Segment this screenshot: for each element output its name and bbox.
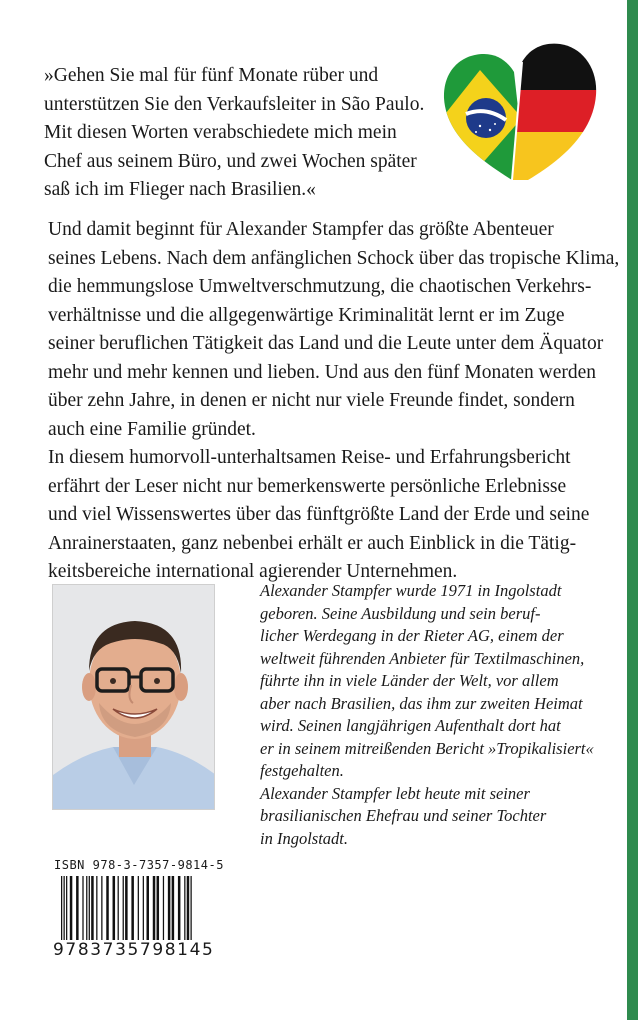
description-line: mehr und mehr kennen und lieben. Und aus den fünf Monaten werden <box>48 361 597 383</box>
barcode-bar <box>118 876 119 940</box>
barcode-bar <box>184 876 185 940</box>
barcode-bar <box>153 876 156 940</box>
barcode-bar <box>89 876 90 940</box>
barcode-bar <box>190 876 191 940</box>
book-description <box>48 216 620 587</box>
barcode-bar <box>163 876 164 940</box>
barcode-bar <box>172 876 175 940</box>
bio-line: brasilianischen Ehefrau und seiner Tochter <box>260 806 547 825</box>
bio-line: Alexander Stampfer lebt heute mit seiner <box>260 783 530 803</box>
quote-line: unterstützen Sie den Verkaufsleiter in São Paulo. <box>44 93 425 115</box>
bio-line: weltweit führenden Anbieter für Textilmaschinen, <box>260 648 585 668</box>
bio-line: wird. Seinen langjährigen Aufenthalt dort hat <box>260 716 561 735</box>
bio-line: in Ingolstadt. <box>260 828 349 848</box>
barcode-bar <box>101 876 102 940</box>
quote-line: »Gehen Sie mal für fünf Monate rüber und <box>44 65 379 86</box>
author-bio <box>260 580 620 850</box>
description-line: erfährt der Leser nicht nur bemerkenswerte persönliche Erlebnisse <box>48 475 567 497</box>
quote-line: Chef aus seinem Büro, und zwei Wochen später <box>44 150 417 172</box>
barcode-bar <box>64 876 65 940</box>
barcode-bar <box>91 876 94 940</box>
barcode-bar <box>86 876 87 940</box>
barcode-bar <box>138 876 139 940</box>
bio-line: festgehalten. <box>260 761 344 780</box>
description-line: auch eine Familie gründet. <box>48 418 256 440</box>
description-line: keitsbereiche international agierender Unternehmen. <box>48 561 458 582</box>
barcode-bar <box>106 876 109 940</box>
barcode-bar <box>123 876 124 940</box>
barcode-bar <box>70 876 73 940</box>
opening-quote <box>44 62 444 205</box>
quote-line: Mit diesen Worten verabschiedete mich mein <box>44 122 397 143</box>
barcode-bar <box>187 876 190 940</box>
barcode-bar <box>76 876 79 940</box>
barcode-bar <box>61 876 62 940</box>
barcode-bar <box>143 876 144 940</box>
description-line: Anrainerstaaten, ganz nebenbei erhält er auch Einblick in die Tätig- <box>48 532 577 554</box>
description-line: über zehn Jahre, in denen er nicht nur viele Freunde findet, sondern <box>48 390 575 411</box>
barcode-bar <box>96 876 97 940</box>
barcode-bar <box>168 876 171 940</box>
bio-line: geboren. Seine Ausbildung und sein beruf- <box>260 603 541 623</box>
description-line: verhältnisse und die allgegenwärtige Kriminalität lernt er im Zuge <box>48 304 565 326</box>
isbn-label: ISBN 978-3-7357-9814-5 <box>54 858 224 872</box>
barcode-bar <box>157 876 160 940</box>
barcode-bar <box>113 876 116 940</box>
description-line: Und damit beginnt für Alexander Stampfer das größte Abenteuer <box>48 219 554 240</box>
brazil-germany-flag-heart-icon <box>440 40 600 185</box>
spine-accent-bar <box>627 0 638 1020</box>
barcode-bar <box>146 876 149 940</box>
description-line: die hemmungslose Umweltverschmutzung, die chaotischen Verkehrs- <box>48 276 592 297</box>
quote-line: saß ich im Flieger nach Brasilien.« <box>44 179 316 200</box>
barcode-bar <box>82 876 83 940</box>
barcode-bar <box>125 876 128 940</box>
bio-line: er in seinem mitreißenden Bericht »Tropikalisiert« <box>260 738 594 758</box>
barcode-bar <box>131 876 134 940</box>
description-line: seiner beruflichen Tätigkeit das Land und die Leute unter dem Äquator <box>48 333 604 354</box>
bio-line: aber nach Brasilien, das ihm zur zweiten Heimat <box>260 693 583 713</box>
description-line: seines Lebens. Nach dem anfänglichen Schock über das tropische Klima, <box>48 247 620 269</box>
bio-line: Alexander Stampfer wurde 1971 in Ingolstadt <box>260 581 562 600</box>
description-line: In diesem humorvoll-unterhaltsamen Reise- und Erfahrungsbericht <box>48 447 571 468</box>
author-portrait-icon <box>52 584 215 810</box>
bio-line: führte ihn in viele Länder der Welt, vor allem <box>260 671 559 690</box>
isbn-barcode <box>53 858 224 968</box>
bio-line: licher Werdegang in der Rieter AG, einem der <box>260 626 564 645</box>
barcode-bars-icon <box>53 876 201 944</box>
barcode-bar <box>66 876 67 940</box>
barcode-bar <box>178 876 181 940</box>
description-line: und viel Wissenswertes über das fünftgrößte Land der Erde und seine <box>48 504 590 525</box>
barcode-digits: 9783735798145 <box>53 940 215 960</box>
